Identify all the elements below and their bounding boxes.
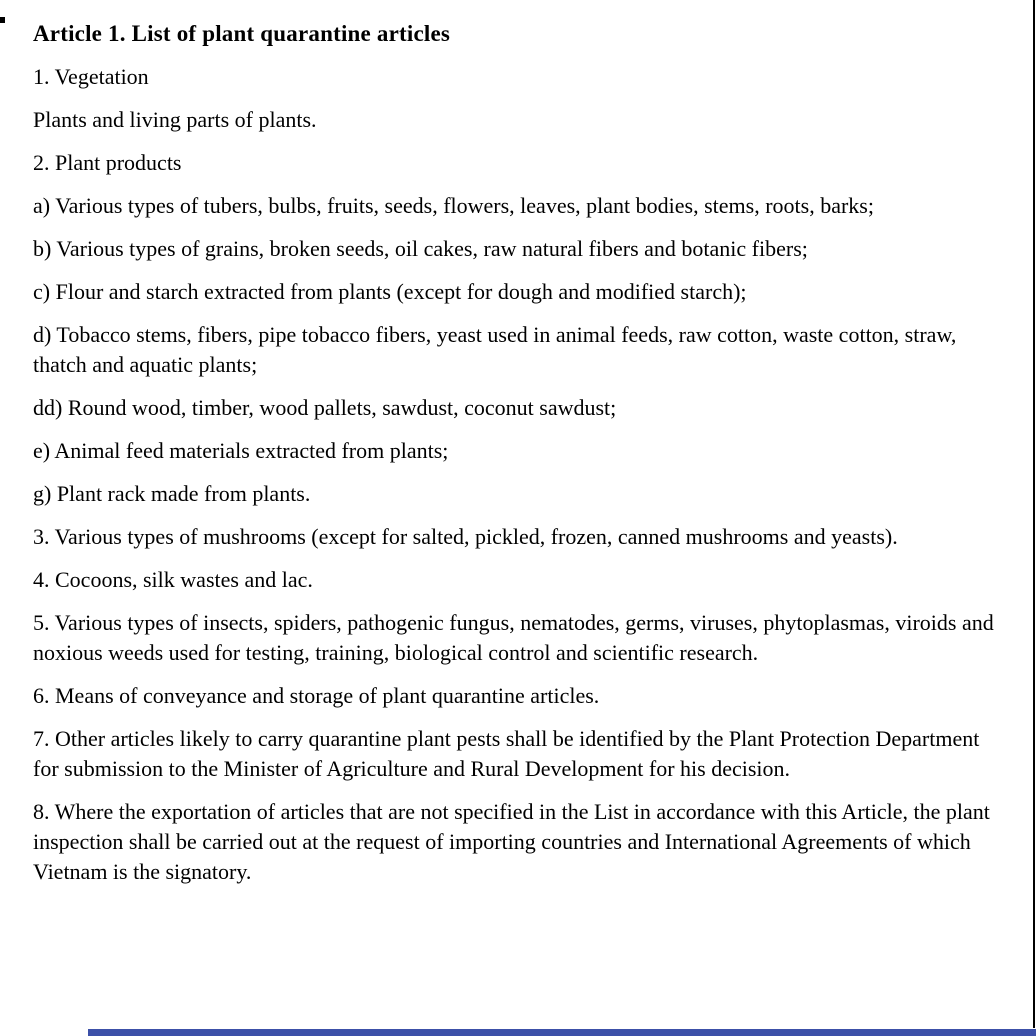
paragraph: c) Flour and starch extracted from plants (except for dough and modified starch); bbox=[33, 279, 747, 304]
paragraph: e) Animal feed materials extracted from plants; bbox=[33, 438, 449, 463]
paragraph: 3. Various types of mushrooms (except for salted, pickled, frozen, canned mushrooms and yeasts). bbox=[33, 524, 898, 549]
paragraph: d) Tobacco stems, fibers, pipe tobacco fibers, yeast used in animal feeds, raw cotton, waste cotton, straw, thatch and aquatic plants; bbox=[33, 322, 957, 377]
paragraph: 2. Plant products bbox=[33, 150, 182, 175]
paragraph: 4. Cocoons, silk wastes and lac. bbox=[33, 567, 313, 592]
paragraph: b) Various types of grains, broken seeds, oil cakes, raw natural fibers and botanic fibers; bbox=[33, 236, 808, 261]
page-right-border bbox=[1033, 0, 1035, 1028]
paragraph: 5. Various types of insects, spiders, pathogenic fungus, nematodes, germs, viruses, phytoplasmas, viroids and noxious weeds used for testing, training, biological control and scientific research. bbox=[33, 610, 994, 665]
paragraph: 7. Other articles likely to carry quarantine plant pests shall be identified by the Plant Protection Department for submission to the Minister of Agriculture and Rural Development for his decision. bbox=[33, 726, 980, 781]
paragraph: Plants and living parts of plants. bbox=[33, 107, 317, 132]
paragraph: 8. Where the exportation of articles that are not specified in the List in accordance with this Article, the plant inspection shall be carried out at the request of importing countries and International Agreements of which Vietnam is the signatory. bbox=[33, 799, 990, 884]
paragraph: 1. Vegetation bbox=[33, 64, 149, 89]
paragraph: dd) Round wood, timber, wood pallets, sawdust, coconut sawdust; bbox=[33, 395, 617, 420]
document-page bbox=[33, 6, 1008, 900]
page-edge-mark bbox=[0, 17, 5, 23]
paragraph: a) Various types of tubers, bulbs, fruits, seeds, flowers, leaves, plant bodies, stems, roots, barks; bbox=[33, 193, 874, 218]
article-title: Article 1. List of plant quarantine articles bbox=[33, 21, 451, 46]
paragraph: 6. Means of conveyance and storage of plant quarantine articles. bbox=[33, 683, 600, 708]
paragraph: g) Plant rack made from plants. bbox=[33, 481, 311, 506]
article-body bbox=[33, 62, 1008, 887]
bottom-blue-bar bbox=[88, 1029, 1036, 1036]
